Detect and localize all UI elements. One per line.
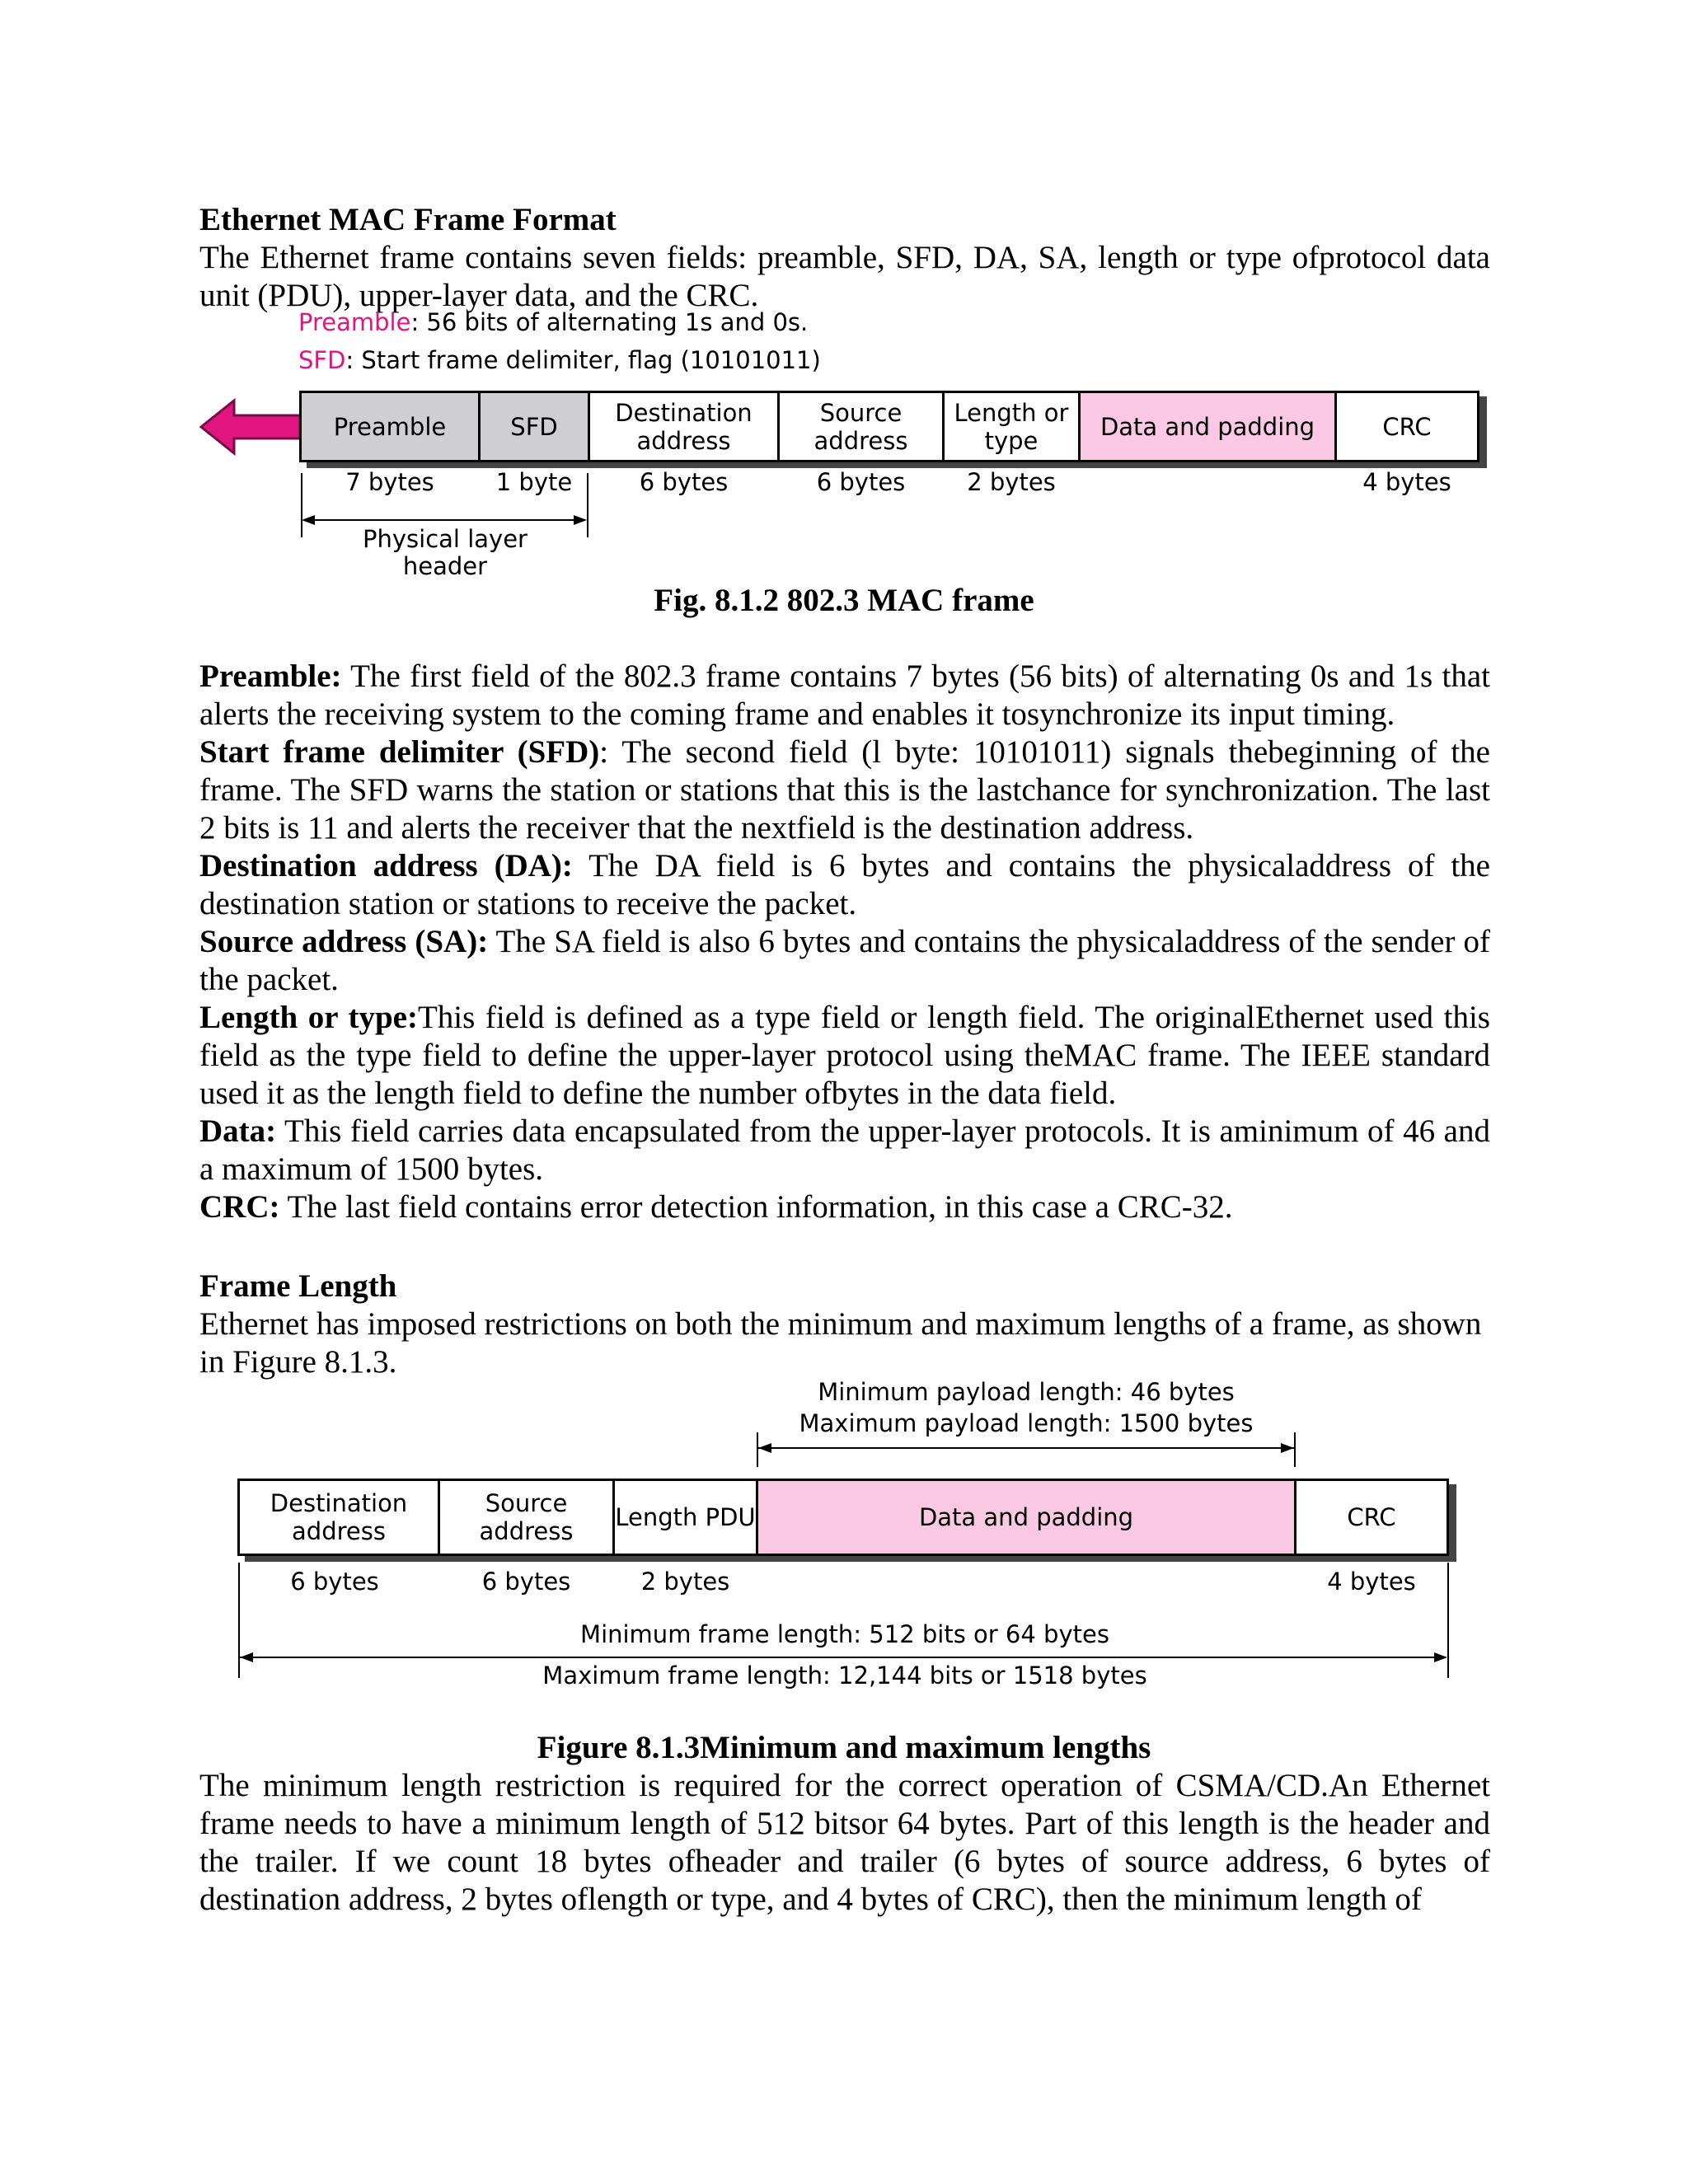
def-da bbox=[199, 847, 1490, 923]
section-title-frame-length: Frame Length bbox=[199, 1268, 397, 1304]
arrow-right-head-icon bbox=[574, 515, 587, 525]
legend-preamble-text: : 56 bits of alternating 1s and 0s. bbox=[410, 308, 809, 336]
field2-data-and-padding: Data and padding bbox=[756, 1479, 1296, 1556]
field-preamble: Preamble bbox=[299, 391, 481, 462]
payload-right-tick bbox=[1294, 1432, 1296, 1467]
bytes2-source: 6 bytes bbox=[481, 1568, 571, 1596]
arrow-left-head-icon bbox=[302, 515, 315, 525]
bytes-destination: 6 bytes bbox=[639, 468, 729, 496]
def-data-text: This field carries data encapsulated from the upper-layer protocols. It is aminimum of 46 and a maximum of 1500 bytes. bbox=[199, 1113, 1490, 1187]
legend-preamble-key: Preamble bbox=[298, 308, 411, 336]
figure2-caption: Figure 8.1.3Minimum and maximum lengths bbox=[537, 1730, 1151, 1765]
definitions-block bbox=[199, 658, 1490, 1226]
bytes-crc: 4 bytes bbox=[1362, 468, 1451, 496]
payload-line bbox=[758, 1447, 1294, 1449]
def-length-text: This field is defined as a type field or length field. The originalEthernet used this field as the type field to define the upper-layer protocol using theMAC frame. The IEEE standard used it as the length field to define the number ofbytes in the data field. bbox=[199, 1000, 1490, 1111]
frame-line bbox=[240, 1657, 1446, 1658]
physical-layer-header-label bbox=[313, 526, 577, 580]
bytes2-crc: 4 bytes bbox=[1327, 1568, 1416, 1596]
field-source-address: Source address bbox=[777, 391, 945, 462]
legend-preamble bbox=[298, 308, 808, 336]
bytes-length: 2 bytes bbox=[967, 468, 1056, 496]
field2-crc: CRC bbox=[1294, 1479, 1449, 1556]
payload-min-label: Minimum payload length: 46 bytes bbox=[818, 1378, 1235, 1406]
bytes2-length: 2 bytes bbox=[640, 1568, 730, 1596]
def-preamble-term: Preamble: bbox=[199, 658, 342, 694]
legend-sfd-key: SFD bbox=[298, 346, 346, 374]
legend-sfd bbox=[298, 346, 821, 374]
def-sfd-text: : The second field (l byte: 10101011) signals thebeginning of the frame. The SFD warns the station or stations that this is the lastchance for synchronization. The last 2 bits is 11 and alerts the receiver that the nextfield is the destination address. bbox=[199, 734, 1490, 846]
payload-arrow-right-icon bbox=[1281, 1443, 1294, 1453]
def-crc-term: CRC: bbox=[199, 1189, 280, 1225]
field2-source-address: Source address bbox=[438, 1479, 615, 1556]
def-sa-text: The SA field is also 6 bytes and contains the physicaladdress of the sender of the packet. bbox=[199, 924, 1490, 997]
def-da-text: The DA field is 6 bytes and contains the physicaladdress of the destination station or stations to receive the packet. bbox=[199, 848, 1490, 921]
field-sfd: SFD bbox=[478, 391, 590, 462]
bracket-left-tick bbox=[301, 473, 302, 537]
def-length bbox=[199, 999, 1490, 1113]
intro-paragraph: The Ethernet frame contains seven fields: preamble, SFD, DA, SA, length or type ofprotocol data unit (PDU), upper-layer data, and the CRC. bbox=[199, 240, 1490, 313]
field-length-or-type: Length or type bbox=[942, 391, 1081, 462]
def-preamble bbox=[199, 658, 1490, 733]
field2-length-pdu: Length PDU bbox=[612, 1479, 758, 1556]
section-title-mac-frame: Ethernet MAC Frame Format bbox=[199, 202, 617, 237]
field-destination-address: Destination address bbox=[588, 391, 780, 462]
bracket-line bbox=[303, 519, 585, 521]
def-sfd-term: Start frame delimiter (SFD) bbox=[199, 734, 600, 770]
payload-max-label: Maximum payload length: 1500 bytes bbox=[799, 1409, 1254, 1437]
left-arrow-icon bbox=[198, 397, 303, 457]
frame-length-intro: Ethernet has imposed restrictions on both the minimum and maximum lengths of a frame, as shown in Figure 8.1.3. bbox=[199, 1306, 1482, 1380]
frame-min-label: Minimum frame length: 512 bits or 64 bytes bbox=[580, 1620, 1109, 1648]
def-data bbox=[199, 1113, 1490, 1188]
def-sfd bbox=[199, 733, 1490, 847]
def-data-term: Data: bbox=[199, 1113, 277, 1149]
field2-destination-address: Destination address bbox=[237, 1479, 440, 1556]
def-sa-term: Source address (SA): bbox=[199, 924, 489, 959]
bytes-source: 6 bytes bbox=[816, 468, 906, 496]
figure1-caption: Fig. 8.1.2 802.3 MAC frame bbox=[654, 583, 1034, 618]
def-length-term: Length or type: bbox=[199, 1000, 418, 1035]
physical-layer-line1: Physical layer bbox=[363, 525, 528, 553]
bytes-preamble: 7 bytes bbox=[345, 468, 434, 496]
bytes-sfd: 1 byte bbox=[495, 468, 573, 496]
frame-right-tick bbox=[1447, 1563, 1449, 1678]
field-data-and-padding: Data and padding bbox=[1078, 391, 1337, 462]
payload-arrow-left-icon bbox=[758, 1443, 771, 1453]
physical-layer-line2: header bbox=[402, 552, 488, 580]
legend-sfd-text: : Start frame delimiter, flag (10101011) bbox=[345, 346, 821, 374]
frame-max-label: Maximum frame length: 12,144 bits or 1518 bytes bbox=[542, 1661, 1147, 1690]
def-da-term: Destination address (DA): bbox=[199, 848, 573, 883]
def-preamble-text: The first field of the 802.3 frame contains 7 bytes (56 bits) of alternating 0s and 1s that alerts the receiving system to the coming frame and enables it tosynchronize its input timing. bbox=[199, 658, 1490, 732]
def-crc bbox=[199, 1188, 1490, 1226]
bracket-right-tick bbox=[587, 473, 588, 537]
def-crc-text: The last field contains error detection information, in this case a CRC-32. bbox=[279, 1189, 1233, 1225]
closing-paragraph: The minimum length restriction is required for the correct operation of CSMA/CD.An Ethernet frame needs to have a minimum length of 512 bitsor 64 bytes. Part of this length is the header and the trailer. If we count 18 bytes ofheader and trailer (6 bytes of source address, 6 bytes of destination address, 2 bytes oflength or type, and 4 bytes of CRC), then the minimum length of bbox=[199, 1768, 1490, 1917]
field-crc: CRC bbox=[1334, 391, 1479, 462]
bytes2-destination: 6 bytes bbox=[290, 1568, 379, 1596]
def-sa bbox=[199, 923, 1490, 999]
